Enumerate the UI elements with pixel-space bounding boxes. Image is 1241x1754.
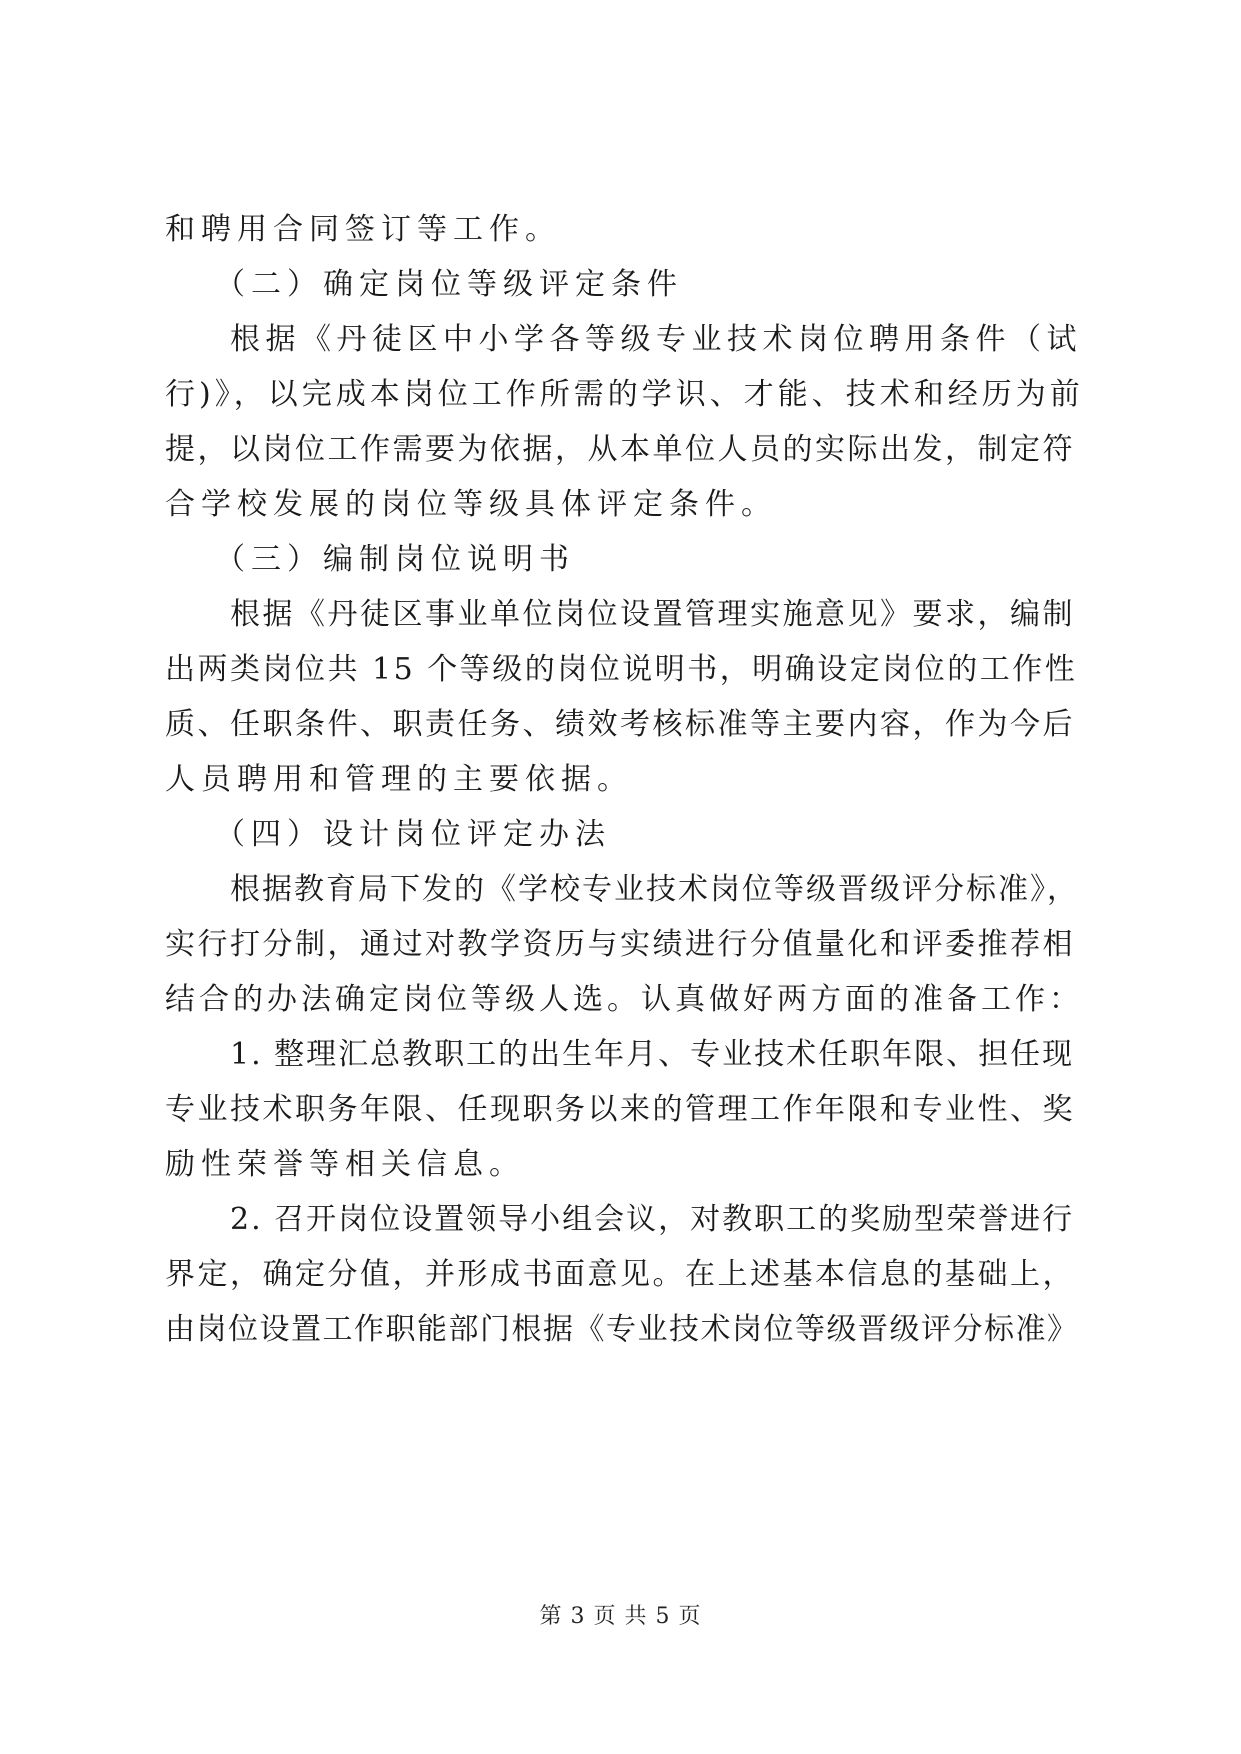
text-line: 由岗位设置工作职能部门根据《专业技术岗位等级晋级评分标准》 bbox=[165, 1312, 1079, 1347]
text-line: 和聘用合同签订等工作。 bbox=[165, 212, 561, 247]
list-item: 2. 召开岗位设置领导小组会议，对教职工的奖励型荣誉进行 bbox=[230, 1202, 1075, 1237]
text-line: 界定，确定分值，并形成书面意见。在上述基本信息的基础上， bbox=[165, 1257, 1075, 1292]
section-heading: （四）设计岗位评定办法 bbox=[215, 817, 611, 852]
text-line: 专业技术职务年限、任现职务以来的管理工作年限和专业性、奖 bbox=[165, 1092, 1075, 1127]
text-line: 人员聘用和管理的主要依据。 bbox=[165, 762, 633, 797]
text-line: 根据《丹徒区中小学各等级专业技术岗位聘用条件（试 bbox=[230, 322, 1082, 357]
list-item: 1. 整理汇总教职工的出生年月、专业技术任职年限、担任现 bbox=[230, 1037, 1075, 1072]
text-line: 提，以岗位工作需要为依据，从本单位人员的实际出发，制定符 bbox=[165, 432, 1075, 467]
text-line: 质、任职条件、职责任务、绩效考核标准等主要内容，作为今后 bbox=[165, 707, 1075, 742]
text-line: 励性荣誉等相关信息。 bbox=[165, 1147, 525, 1182]
section-heading: （三）编制岗位说明书 bbox=[215, 542, 575, 577]
text-line: 实行打分制，通过对教学资历与实绩进行分值量化和评委推荐相 bbox=[165, 927, 1075, 962]
text-line: 根据《丹徒区事业单位岗位设置管理实施意见》要求，编制 bbox=[230, 597, 1075, 632]
section-heading: （二）确定岗位等级评定条件 bbox=[215, 267, 683, 302]
text-line: 合学校发展的岗位等级具体评定条件。 bbox=[165, 487, 777, 522]
text-line: 结合的办法确定岗位等级人选。认真做好两方面的准备工作： bbox=[165, 982, 1083, 1017]
text-line: 出两类岗位共 15 个等级的岗位说明书，明确设定岗位的工作性 bbox=[165, 652, 1078, 687]
page-number-footer: 第 3 页 共 5 页 bbox=[539, 1604, 702, 1629]
text-line: 行)》，以完成本岗位工作所需的学识、才能、技术和经历为前 bbox=[165, 377, 1084, 412]
text-line: 根据教育局下发的《学校专业技术岗位等级晋级评分标准》， bbox=[230, 872, 1079, 907]
